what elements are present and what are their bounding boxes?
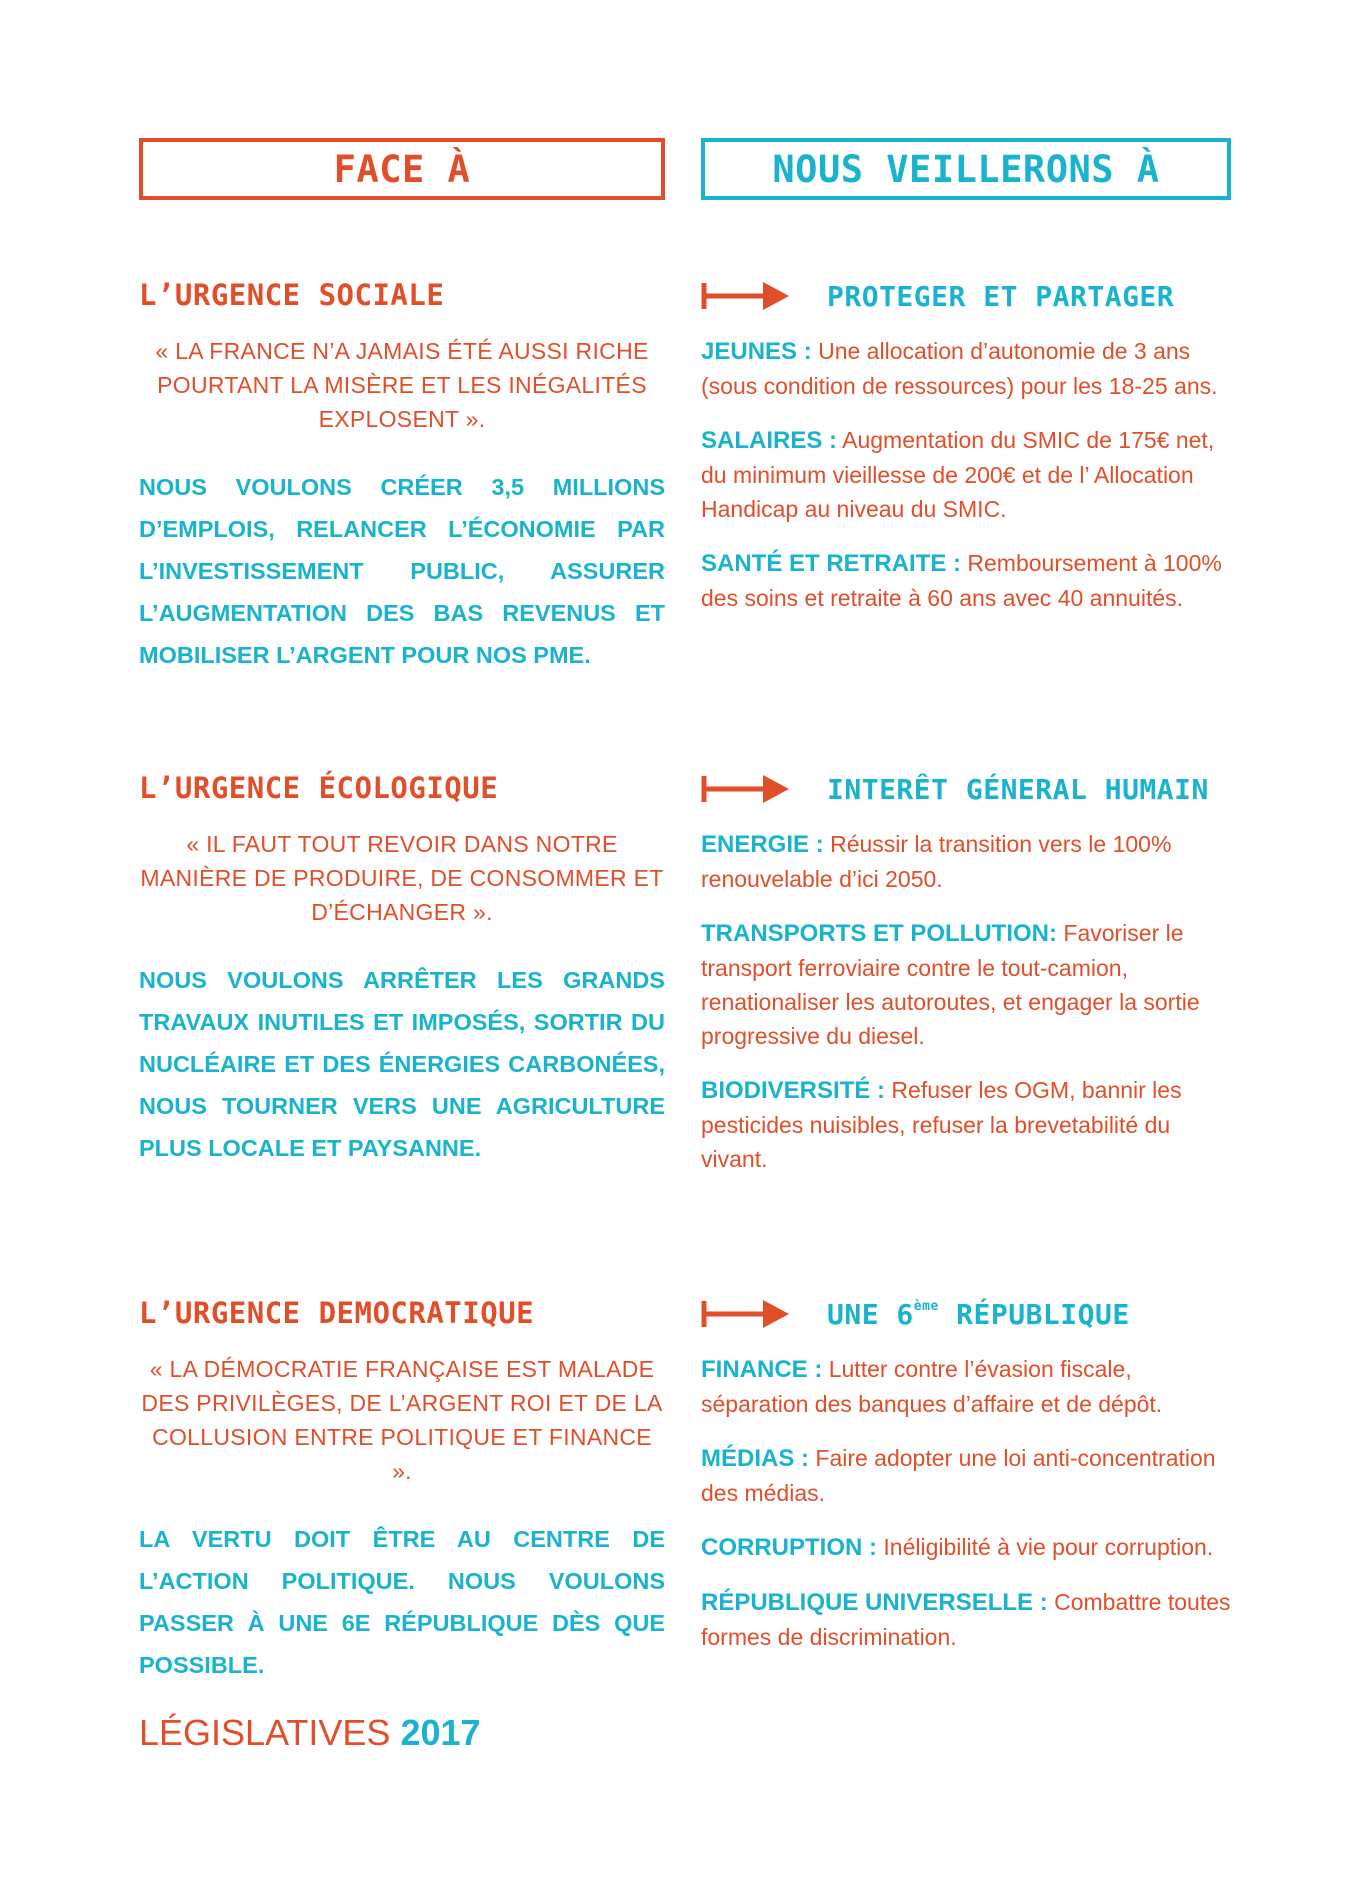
urgence-ecologique-block [139,771,665,1169]
goal-title [827,1298,1130,1331]
goal-title: PROTEGER ET PARTAGER [827,279,1175,313]
goal-title-superscript: ème [913,1298,939,1314]
goal-title: INTERÊT GÉNERAL HUMAIN [827,772,1209,806]
goal-item [701,1073,1236,1176]
goal-title-prefix: UNE 6 [827,1297,914,1331]
urgence-sociale-block [139,278,665,676]
goal-item [701,546,1236,615]
item-label: MÉDIAS : [701,1445,809,1472]
urgence-statement: LA VERTU DOIT ÊTRE AU CENTRE DE L’ACTION POLITIQUE. NOUS VOULONS PASSER À UNE 6E RÉPUBLIQUE DÈS QUE POSSIBLE. [139,1526,665,1678]
nous-veillerons-title: NOUS VEILLERONS À [772,147,1160,191]
item-label: SANTÉ ET RETRAITE : [701,550,962,577]
item-label: FINANCE : [701,1356,823,1383]
item-label: RÉPUBLIQUE UNIVERSELLE : [701,1589,1048,1616]
item-text: Réussir la transition vers le 100% renouvelable d’ici 2050. [701,831,1172,892]
face-a-header [139,138,665,200]
goal-block-proteger [701,276,1236,635]
urgence-quote: « IL FAUT TOUT REVOIR DANS NOTRE MANIÈRE DE PRODUIRE, DE CONSOMMER ET D’ÉCHANGER ». [140,831,664,925]
urgence-title: L’URGENCE DEMOCRATIQUE [139,1296,535,1330]
goal-item [701,1352,1236,1421]
goal-item [701,423,1236,526]
item-text: Combattre toutes formes de discrimination. [701,1589,1231,1650]
goal-item [701,916,1236,1053]
item-text: Lutter contre l’évasion fiscale, séparation des banques d’affaire et de dépôt. [701,1356,1163,1417]
item-text: Refuser les OGM, bannir les pesticides nuisibles, refuser la brevetabilité du vivant. [701,1077,1182,1172]
item-text: Favoriser le transport ferroviaire contre le tout-camion, renationaliser les autoroutes, et engager la sortie progressive du diesel. [701,920,1200,1049]
right-arrow-bar-icon [701,1299,789,1329]
item-text: Faire adopter une loi anti-concentration des médias. [701,1445,1216,1506]
urgence-quote: « LA FRANCE N’A JAMAIS ÉTÉ AUSSI RICHE POURTANT LA MISÈRE ET LES INÉGALITÉS EXPLOSENT ». [155,338,649,432]
urgence-title: L’URGENCE ÉCOLOGIQUE [139,771,499,805]
item-text: Augmentation du SMIC de 175€ net, du minimum vieillesse de 200€ et de l’ Allocation Handicap au niveau du SMIC. [701,427,1215,522]
item-label: CORRUPTION : [701,1534,877,1561]
item-text: Une allocation d’autonomie de 3 ans (sous condition de ressources) pour les 18-25 ans. [701,338,1218,399]
item-text: Remboursement à 100% des soins et retraite à 60 ans avec 40 annuités. [701,550,1222,611]
item-label: SALAIRES : [701,427,838,454]
face-a-title: FACE À [333,147,471,191]
footer-text: LÉGISLATIVES [139,1712,401,1753]
item-label: TRANSPORTS ET POLLUTION: [701,920,1057,947]
footer-legislatives [139,1712,481,1754]
item-label: JEUNES : [701,338,812,365]
right-arrow-bar-icon [701,281,789,311]
goal-item [701,334,1236,403]
right-arrow-bar-icon [701,774,789,804]
urgence-title: L’URGENCE SOCIALE [139,278,445,312]
goal-item [701,1530,1236,1565]
urgence-quote: « LA DÉMOCRATIE FRANÇAISE EST MALADE DES PRIVILÈGES, DE L’ARGENT ROI ET DE LA COLLUSION ENTRE POLITIQUE ET FINANCE ». [141,1356,663,1484]
urgence-statement: NOUS VOULONS ARRÊTER LES GRANDS TRAVAUX INUTILES ET IMPOSÉS, SORTIR DU NUCLÉAIRE ET DES ÉNERGIES CARBONÉES, NOUS TOURNER VERS UNE AGRICULTURE PLUS LOCALE ET PAYSANNE. [139,967,665,1161]
goal-item [701,1441,1236,1510]
nous-veillerons-header [701,138,1231,200]
item-label: ENERGIE : [701,831,824,858]
goal-heading [701,1294,1236,1334]
goal-title-suffix: RÉPUBLIQUE [938,1297,1130,1331]
goal-item [701,827,1236,896]
goal-block-interet-general [701,769,1236,1196]
goal-heading [701,276,1236,316]
goal-item [701,1585,1236,1654]
urgence-statement: NOUS VOULONS CRÉER 3,5 MILLIONS D’EMPLOIS, RELANCER L’ÉCONOMIE PAR L’INVESTISSEMENT PUBLIC, ASSURER L’AUGMENTATION DES BAS REVENUS ET MOBILISER L’ARGENT POUR NOS PME. [139,474,665,668]
item-label: BIODIVERSITÉ : [701,1077,886,1104]
goal-block-6e-republique [701,1294,1236,1674]
footer-year: 2017 [400,1712,481,1753]
item-text: Inéligibilité à vie pour corruption. [877,1534,1214,1560]
urgence-democratique-block [139,1296,665,1686]
goal-heading [701,769,1236,809]
